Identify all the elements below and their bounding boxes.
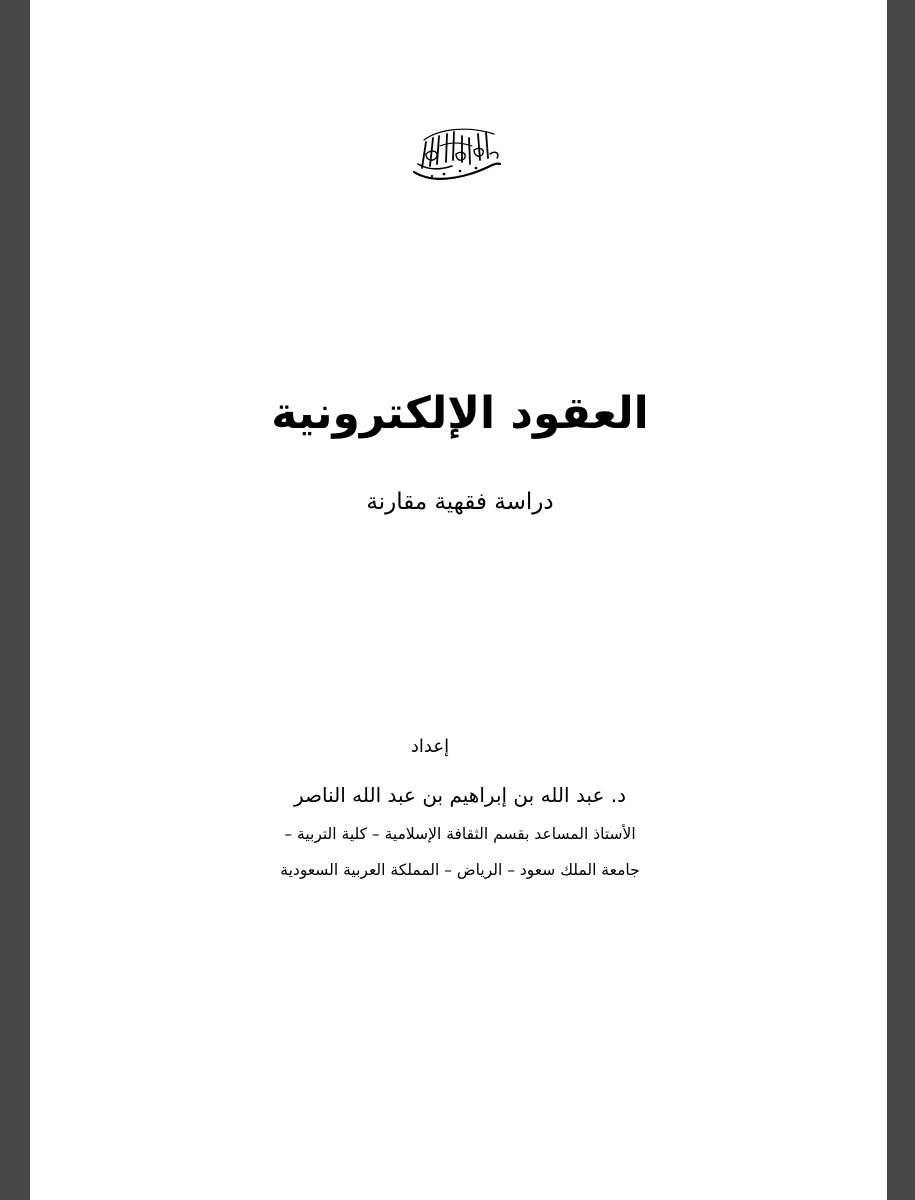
document-page: [30, 0, 887, 1200]
document-subtitle: دراسة فقهية مقارنة: [366, 489, 554, 515]
prepared-by-label: إعداد: [410, 736, 450, 757]
author-affiliation-line-1: الأستاذ المساعد بقسم الثقافة الإسلامية – كلية التربية –: [284, 825, 636, 843]
document-title: العقود الإلكترونية: [271, 388, 649, 439]
author-affiliation-line-2: جامعة الملك سعود – الرياض – المملكة العربية السعودية: [280, 861, 640, 879]
author-name: د. عبد الله بن إبراهيم بن عبد الله الناصر: [293, 783, 627, 807]
basmala-calligraphy: [410, 124, 502, 186]
